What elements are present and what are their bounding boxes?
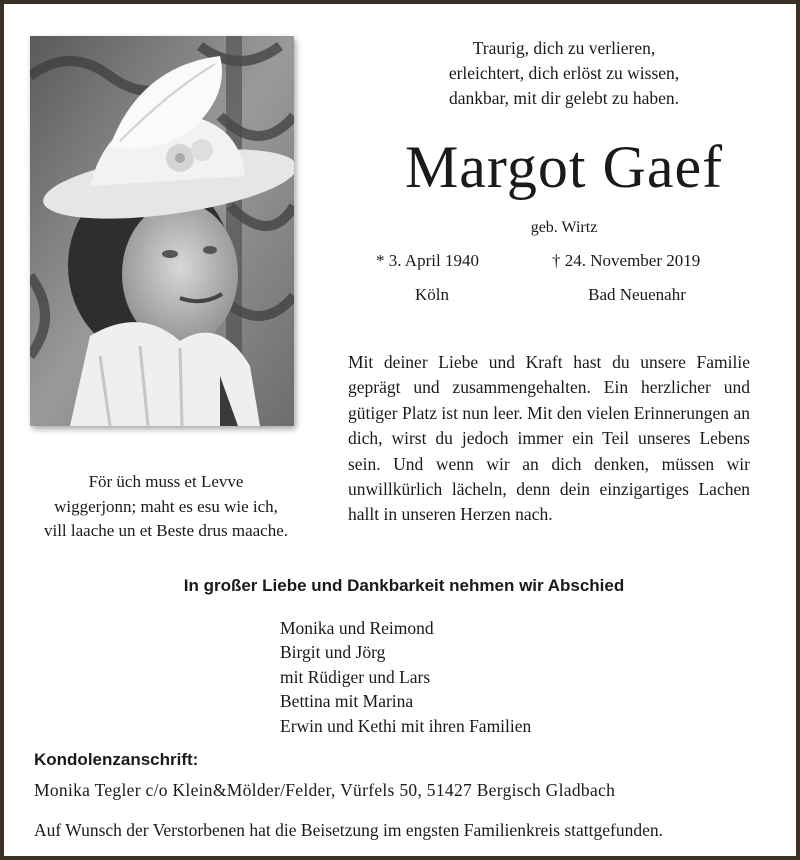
farewell-text: In großer Liebe und Dankbarkeit nehmen wir Abschied — [183, 576, 625, 595]
dialect-verse-line: wiggerjonn; maht es esu wie ich, — [54, 496, 278, 516]
portrait-image — [30, 36, 294, 426]
mourner-item: Bettina mit Marina — [280, 691, 414, 712]
tribute-text: Mit deiner Liebe und Kraft hast du unsere Familie geprägt und zusammengehalten. Ein herzlicher und gütiger Platz ist nun leer. Mit den vielen Erinnerungen an dich, wirst du jedoch immer ein Teil unseres Lebens sein. Und wenn wir an dich denken, müssen wir unwillkürlich lächeln, denn dein einzigartiges Lachen hallt in unseren Herzen nach. — [348, 352, 750, 525]
mourner-item: Birgit und Jörg — [280, 642, 386, 663]
verse-top-line: Traurig, dich zu verlieren, — [472, 38, 656, 58]
portrait-photo — [30, 36, 294, 426]
verse-top-line: dankbar, mit dir gelebt zu haben. — [448, 88, 680, 108]
birth-date: * 3. April 1940 — [376, 251, 479, 270]
dialect-verse-line: vill laache un et Beste drus maache. — [43, 521, 289, 540]
death-date: † 24. November 2019 — [552, 251, 701, 270]
verse-top-line: erleichtert, dich erlöst zu wissen, — [448, 63, 680, 83]
dialect-verse — [16, 470, 316, 544]
death-place: Bad Neuenahr — [588, 285, 686, 304]
condolence-label: Kondolenzanschrift: — [34, 750, 199, 769]
mourner-item: Erwin und Kethi mit ihren Familien — [280, 715, 532, 736]
mourner-item: Monika und Reimond — [280, 618, 434, 638]
condolence-address: Monika Tegler c/o Klein&Mölder/Felder, Vürfels 50, 51427 Bergisch Gladbach — [34, 780, 616, 800]
mourners-list — [280, 616, 700, 738]
deceased-name: Margot Gaef — [404, 134, 724, 200]
birth-info — [376, 250, 526, 306]
birth-place: Köln — [415, 285, 449, 304]
maiden-name: geb. Wirtz — [530, 219, 598, 236]
farewell-heading — [4, 576, 800, 596]
verse-top — [334, 36, 794, 111]
death-info — [552, 250, 752, 306]
mourner-item: mit Rüdiger und Lars — [280, 666, 431, 687]
dialect-verse-line: För üch muss et Levve — [88, 472, 244, 491]
burial-note: Auf Wunsch der Verstorbenen hat die Beisetzung im engsten Familienkreis stattgefunden. — [34, 820, 663, 840]
